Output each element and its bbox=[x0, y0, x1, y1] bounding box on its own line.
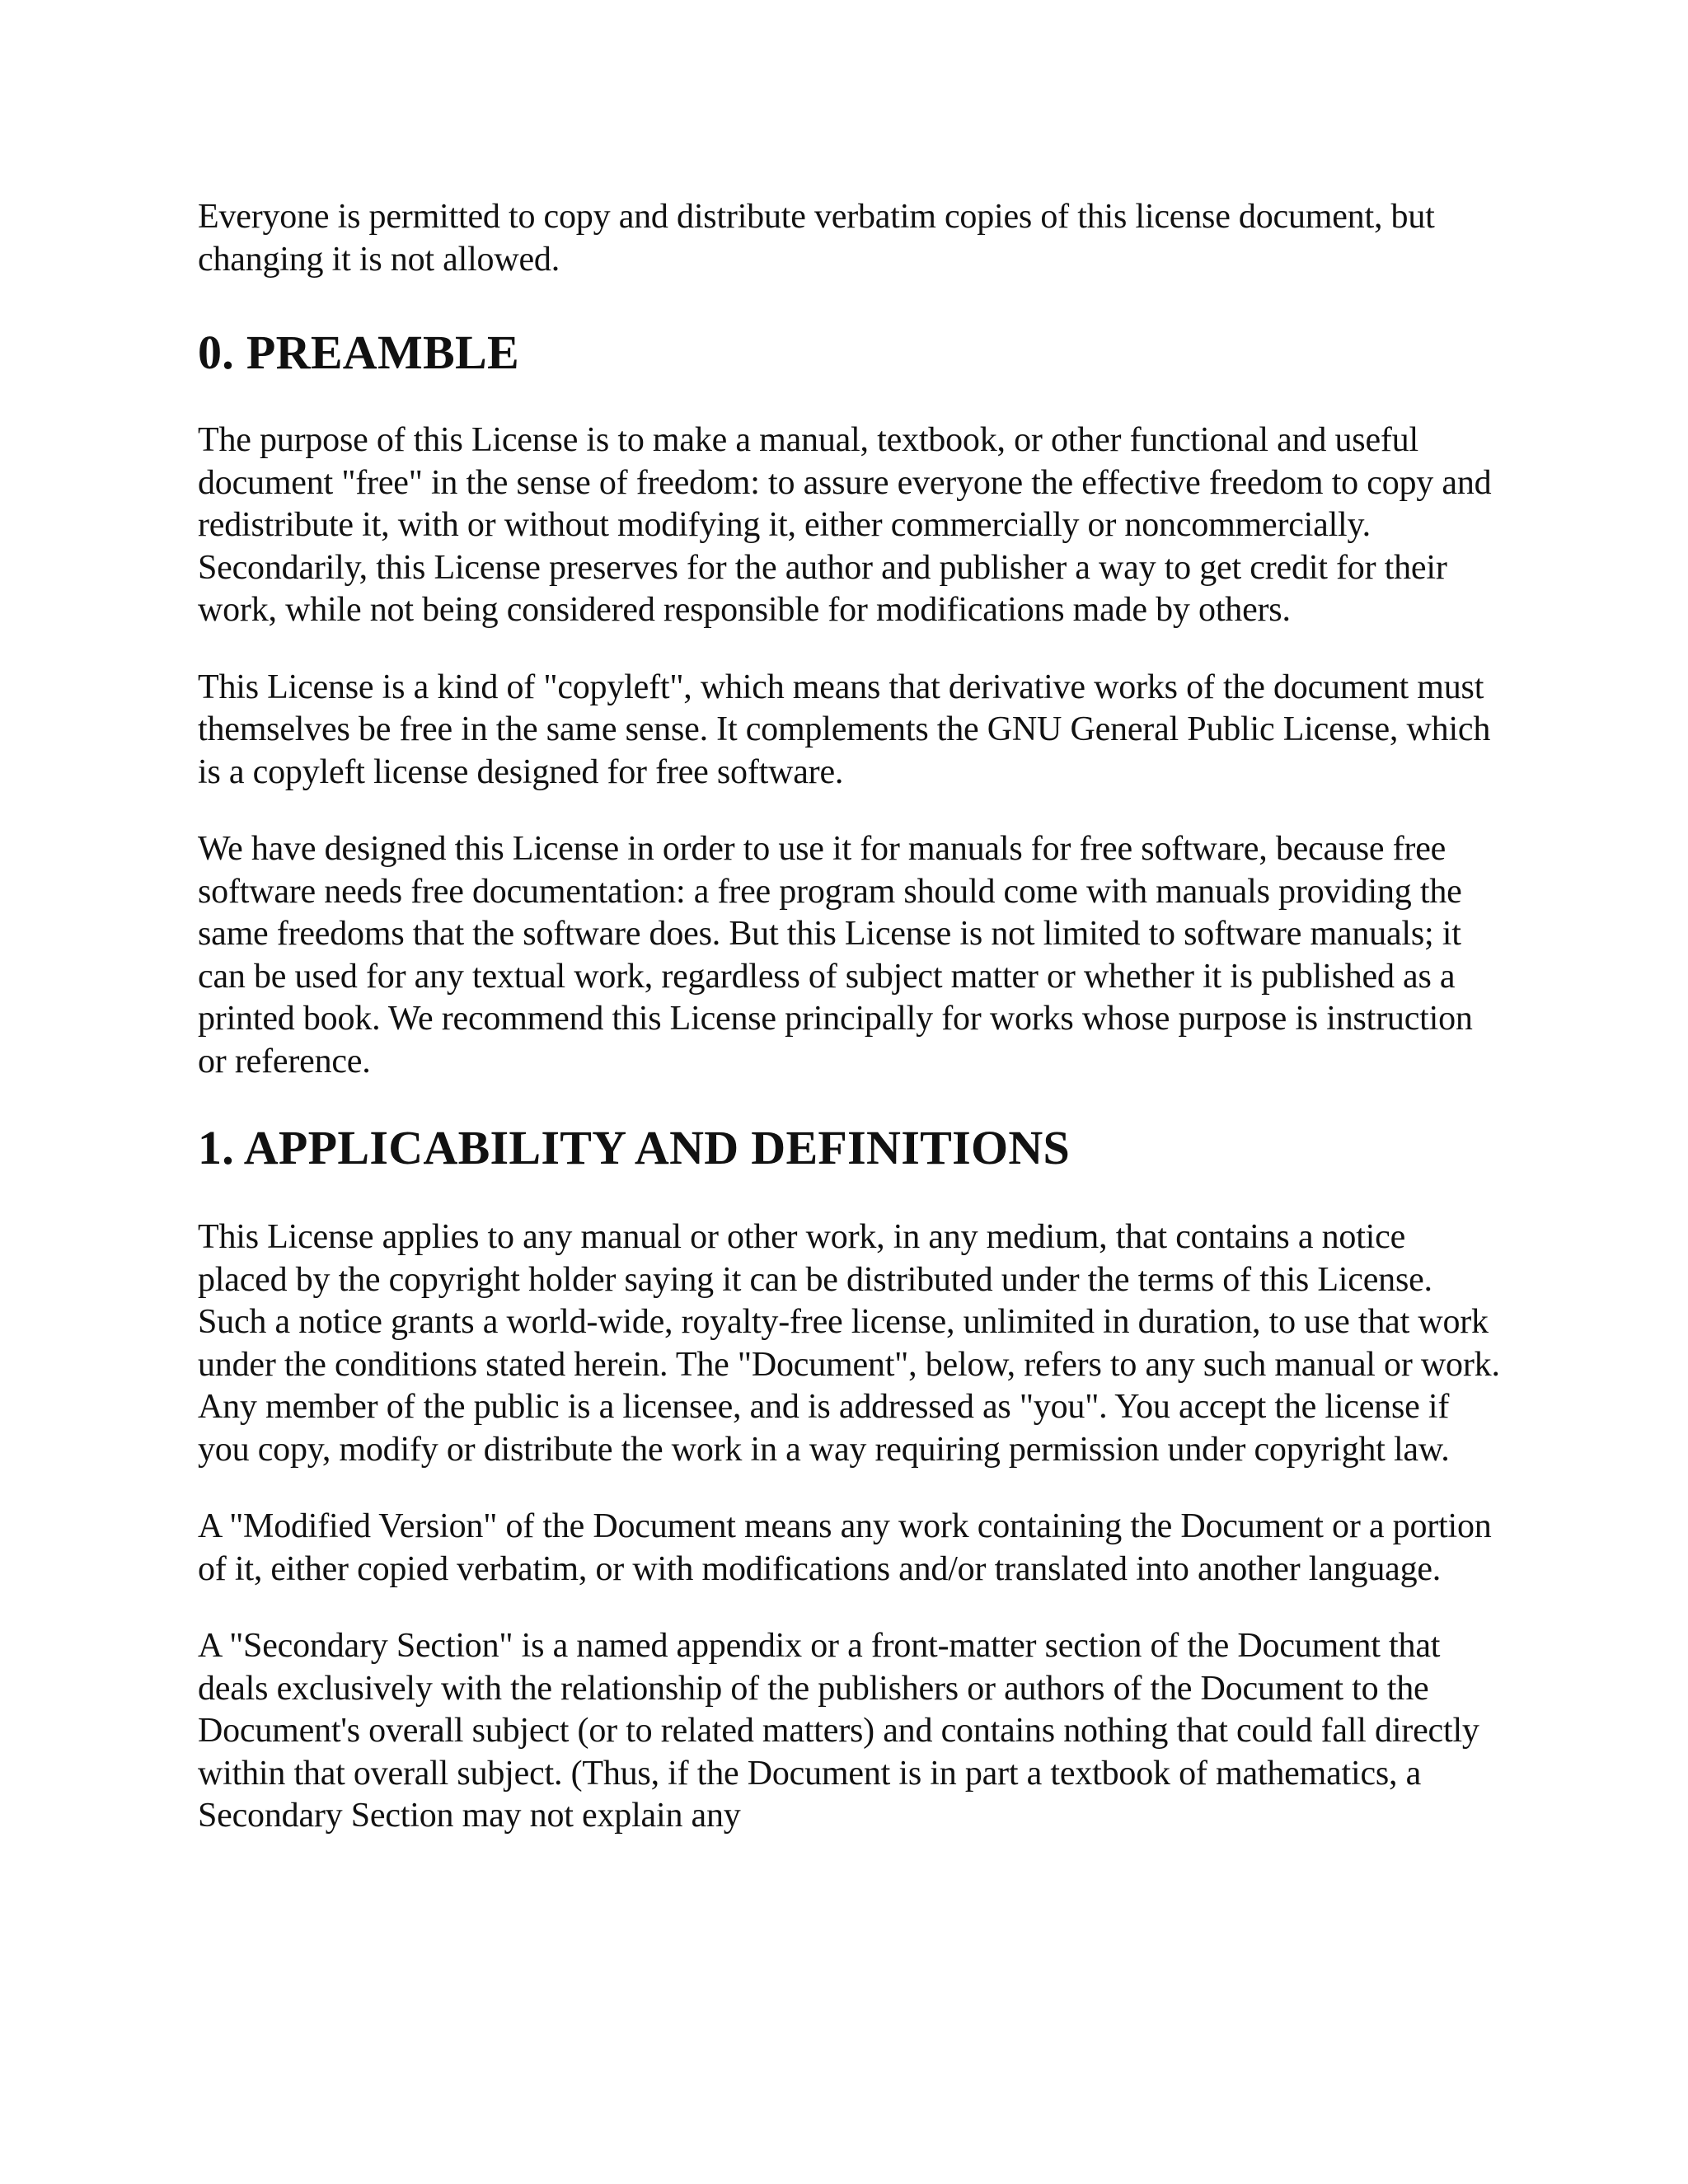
preamble-paragraph: This License is a kind of "copyleft", which means that derivative works of the document must themselves be free in the same sense. It complements the GNU General Public License, which is a copyleft license designed for free software. bbox=[198, 668, 1491, 791]
preamble-paragraph: The purpose of this License is to make a manual, textbook, or other functional and useful document "free" in the sense of freedom: to assure everyone the effective freedom to copy and redistribute it, with or without modifying it, either commercially or noncommercially. Secondarily, this License preserves for the author and publisher a way to get credit for their work, while not being considered responsible for modifications made by others. bbox=[198, 421, 1492, 629]
definitions-paragraph: This License applies to any manual or other work, in any medium, that contains a notice placed by the copyright holder saying it can be distributed under the terms of this License. Such a notice grants a world-wide, royalty-free license, unlimited in duration, to use that work under the conditions stated herein. The "Document", below, refers to any such manual or work. Any member of the public is a licensee, and is addressed as "you". You accept the license if you copy, modify or distribute the work in a way requiring permission under copyright law. bbox=[198, 1218, 1500, 1469]
copyright-notice: Everyone is permitted to copy and distribute verbatim copies of this license document, but changing it is not allowed. bbox=[198, 198, 1435, 279]
definitions-paragraph: A "Secondary Section" is a named appendix or a front-matter section of the Document that deals exclusively with the relationship of the publishers or authors of the Document to the Document's overall subject (or to related matters) and contains nothing that could fall directly within that overall subject. (Thus, if the Document is in part a textbook of mathematics, a Secondary Section may not explain any bbox=[198, 1627, 1479, 1835]
section-heading-applicability: 1. APPLICABILITY AND DEFINITIONS bbox=[198, 1121, 1071, 1174]
document-page bbox=[198, 196, 1500, 1838]
preamble-paragraph: We have designed this License in order to use it for manuals for free software, because free software needs free documentation: a free program should come with manuals providing the same freedoms that the software does. But this License is not limited to software manuals; it can be used for any textual work, regardless of subject matter or whether it is published as a printed book. We recommend this License principally for works whose purpose is instruction or reference. bbox=[198, 830, 1473, 1080]
definitions-paragraph: A "Modified Version" of the Document means any work containing the Document or a portion of it, either copied verbatim, or with modifications and/or translated into another language. bbox=[198, 1507, 1492, 1588]
section-heading-preamble: 0. PREAMBLE bbox=[198, 326, 519, 379]
